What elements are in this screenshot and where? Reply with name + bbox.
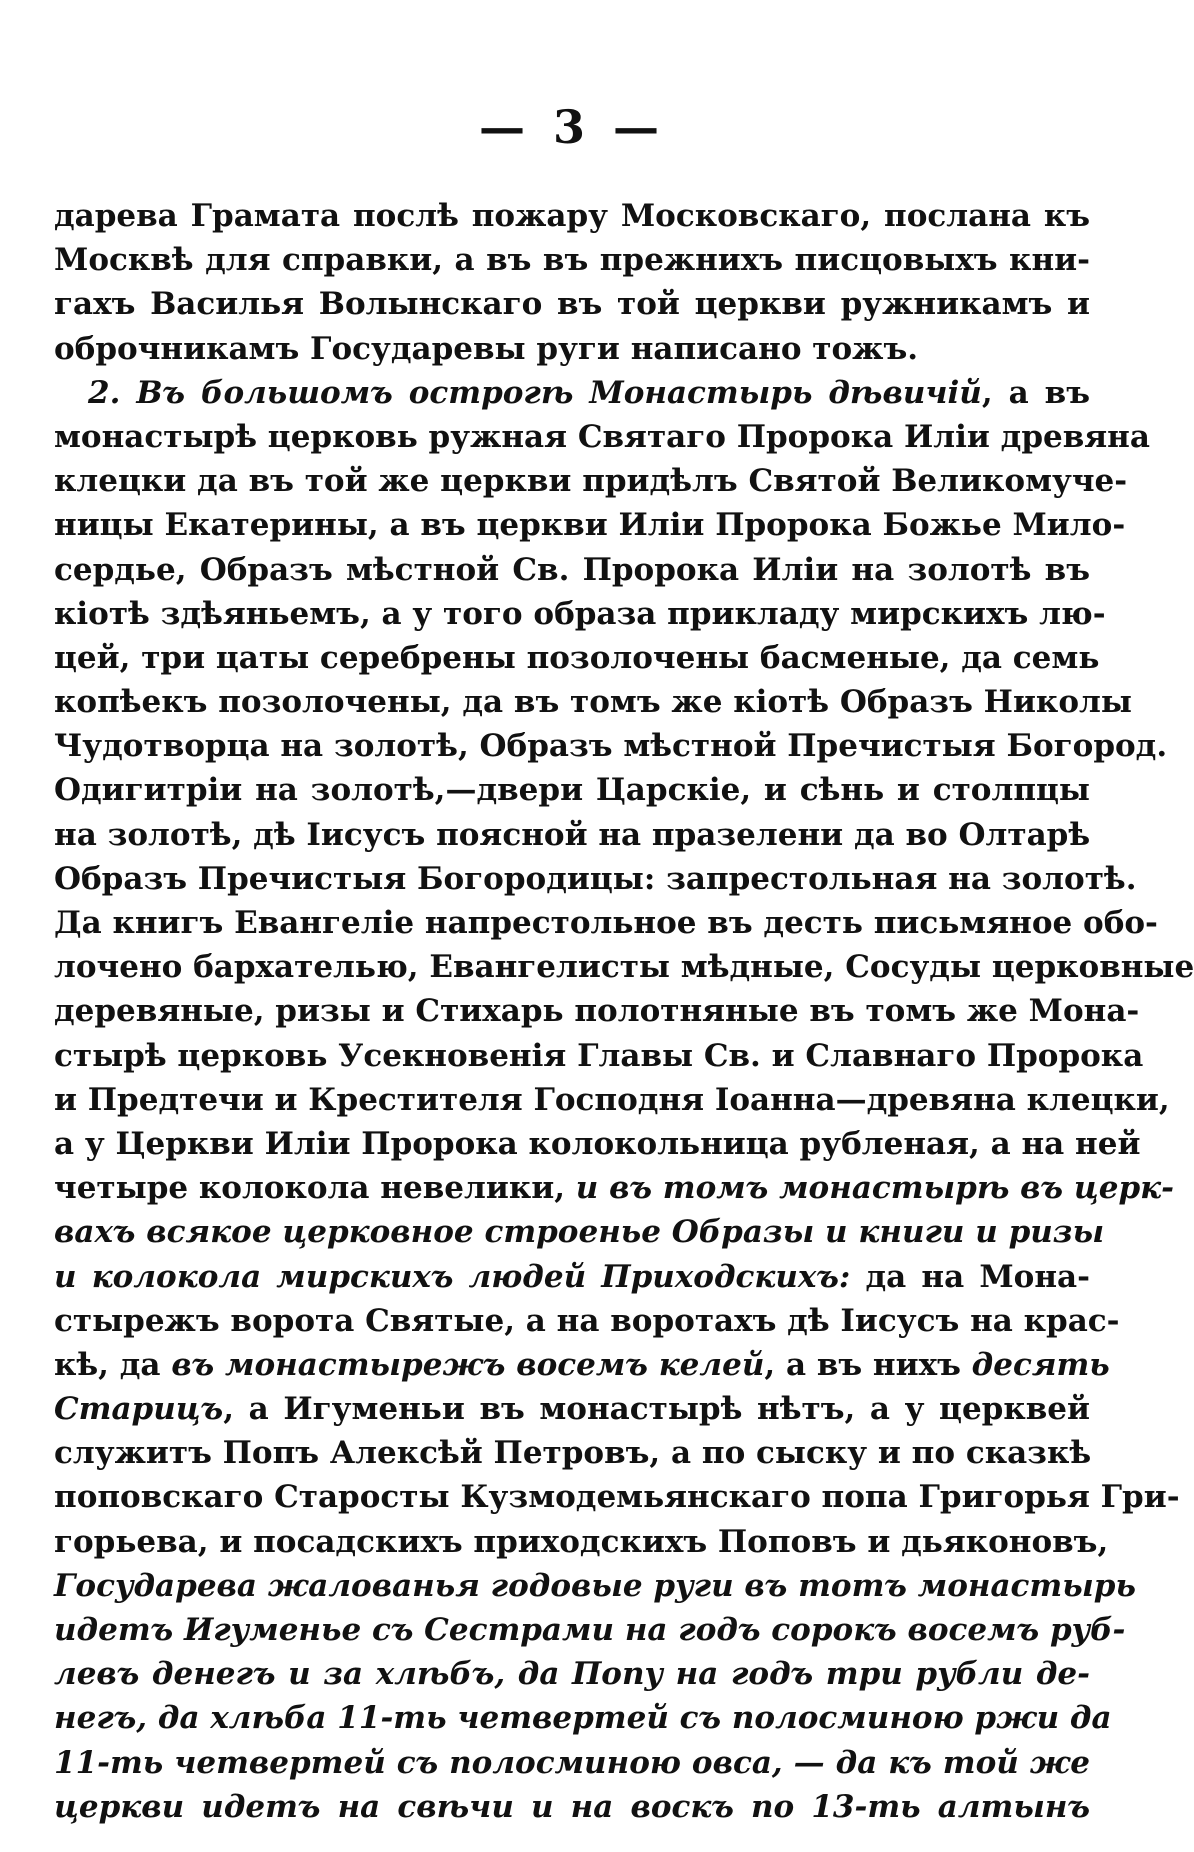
text-segment: Чудотворца на золотѣ, Образъ мѣстной Пречистыя Богород. xyxy=(54,728,1168,765)
text-segment: монастырѣ церковь ружная Святаго Пророка Илiи древяна xyxy=(54,418,1150,455)
text-line xyxy=(54,238,1090,282)
text-line xyxy=(54,1299,1120,1343)
text-segment: поповскаго Старосты Кузмодемьянскаго попа Григорья Гри- xyxy=(54,1479,1180,1516)
text-line xyxy=(54,194,1090,238)
text-segment: служитъ Попъ Алексѣй Петровъ, а по сыску и по сказкѣ xyxy=(54,1435,1092,1472)
document-page xyxy=(54,0,1194,1852)
text-line xyxy=(54,1210,1105,1254)
italic-text-segment: церкви идетъ на свѣчи и на воскъ по 13-ть алтынъ xyxy=(54,1788,1090,1825)
italic-text-segment: десять xyxy=(971,1346,1110,1383)
italic-text-segment: вахъ всякое церковное строенье Образы и книги и ризы xyxy=(54,1214,1105,1251)
text-line xyxy=(54,1520,1109,1564)
text-segment: лочено бархателью, Евангелисты мѣдные, Сосуды церковные xyxy=(54,949,1194,986)
text-segment: деревяные, ризы и Стихарь полотняные въ томъ же Мона- xyxy=(54,993,1140,1030)
text-line xyxy=(54,989,1140,1033)
italic-text-segment: и колокола мирскихъ людей Приходскихъ: xyxy=(54,1258,851,1295)
text-line xyxy=(54,548,1090,592)
italic-text-segment: въ монастырежъ восемъ келей xyxy=(171,1346,765,1383)
text-segment: четыре колокола невелики, xyxy=(54,1170,576,1207)
text-line xyxy=(54,1741,1090,1785)
text-segment: клецки да въ той же церкви придѣлъ Святой Великомуче- xyxy=(54,463,1128,500)
text-segment: , а Игуменьи въ монастырѣ нѣтъ, а у церквей xyxy=(223,1391,1090,1428)
text-line xyxy=(54,1696,1112,1740)
text-segment: дарева Грамата послѣ пожару Московскаго, послана къ xyxy=(54,198,1090,234)
text-segment: , а въ нихъ xyxy=(764,1346,972,1383)
text-line xyxy=(54,1785,1090,1829)
text-line xyxy=(54,636,1100,680)
text-segment: копѣекъ позолочены, да въ томъ же кiотѣ Образъ Николы xyxy=(54,684,1132,721)
text-line xyxy=(54,282,1090,326)
text-line xyxy=(54,327,1090,371)
text-line xyxy=(54,415,1150,459)
text-segment: гахъ Василья Волынскаго въ той церкви ружникамъ и xyxy=(54,286,1090,323)
text-line xyxy=(54,945,1194,989)
text-line xyxy=(54,459,1128,503)
text-line xyxy=(54,1387,1090,1431)
italic-text-segment: Старицъ xyxy=(54,1391,224,1428)
text-line xyxy=(54,768,1090,812)
italic-text-segment: 11-ть четвертей съ полосминою овса, — да къ той же xyxy=(54,1744,1090,1781)
text-segment: Образъ Пречистыя Богородицы: запрестольная на золотѣ. xyxy=(54,860,1137,897)
text-segment: стырежъ ворота Святые, а на воротахъ дѣ Iисусъ на крас- xyxy=(54,1302,1120,1339)
italic-text-segment: 2. xyxy=(88,374,137,411)
text-segment: а у Церкви Илiи Пророка колокольница рубленая, а на ней xyxy=(54,1125,1141,1162)
text-line xyxy=(54,901,1158,945)
text-segment: да на Мона- xyxy=(850,1258,1090,1295)
text-segment: и Предтечи и Крестителя Господня Iоанна—древяна клецки, xyxy=(54,1081,1170,1118)
text-line xyxy=(54,1343,1110,1387)
body-text xyxy=(54,194,1194,1829)
text-line xyxy=(54,1652,1090,1696)
text-segment: сердье, Образъ мѣстной Св. Пророка Илiи на золотѣ въ xyxy=(54,551,1090,588)
text-segment: , а въ xyxy=(981,374,1090,411)
text-line xyxy=(54,1431,1090,1475)
text-segment: Москвѣ для справки, а въ въ прежнихъ писцовыхъ кни- xyxy=(54,242,1090,279)
text-line xyxy=(54,1608,1126,1652)
text-segment: цей, три цаты серебрены позолочены басменые, да семь xyxy=(54,639,1100,676)
text-segment: оброчникамъ Государевы руги написано тожъ. xyxy=(54,330,919,367)
text-segment: Да книгъ Евангелiе напрестольное въ десть письмяное обо- xyxy=(54,905,1158,941)
italic-text-segment: негъ, да хлѣба 11-ть четвертей съ полосминою ржи да xyxy=(54,1700,1112,1737)
text-line xyxy=(54,1255,1090,1299)
text-line xyxy=(54,813,1090,857)
text-line xyxy=(54,1078,1170,1122)
text-segment: горьева, и посадскихъ приходскихъ Поповъ и дьяконовъ, xyxy=(54,1523,1109,1560)
italic-text-segment: идетъ Игуменье съ Сестрами на годъ сорокъ восемъ руб- xyxy=(54,1612,1126,1648)
text-line xyxy=(54,857,1137,901)
text-line xyxy=(54,503,1126,547)
text-segment: на золотѣ, дѣ Iисусъ поясной на празелени да во Олтарѣ xyxy=(54,816,1091,853)
italic-text-segment: левъ денегъ и за хлѣбъ, да Попу на годъ три рубли де- xyxy=(54,1656,1090,1693)
text-line xyxy=(54,1122,1141,1166)
text-segment: стырѣ церковь Усекновенiя Главы Св. и Славнаго Пророка xyxy=(54,1037,1144,1074)
text-line xyxy=(54,592,1106,636)
text-segment: кiотѣ здѣяньемъ, а у того образа прикладу мирскихъ лю- xyxy=(54,595,1106,632)
italic-text-segment: и въ томъ монастырѣ въ церк- xyxy=(575,1170,1174,1207)
italic-text-segment: Въ большомъ острогѣ Монастырь дѣвичiй xyxy=(136,374,982,411)
text-segment: Одигитрiи на золотѣ,—двери Царскiе, и сѣнь и столпцы xyxy=(54,772,1090,809)
text-line xyxy=(54,680,1132,724)
text-segment: кѣ, да xyxy=(54,1346,172,1383)
text-segment: ницы Екатерины, а въ церкви Илiи Пророка Божье Мило- xyxy=(54,507,1126,544)
text-line xyxy=(54,1564,1136,1608)
text-line xyxy=(54,724,1168,768)
text-line xyxy=(54,1166,1174,1210)
page-number: — 3 — xyxy=(478,100,666,154)
text-line xyxy=(54,1034,1144,1078)
italic-text-segment: Государева жалованья годовые руги въ тотъ монастырь xyxy=(54,1567,1136,1604)
text-line xyxy=(54,1475,1180,1519)
text-line xyxy=(54,371,1090,415)
